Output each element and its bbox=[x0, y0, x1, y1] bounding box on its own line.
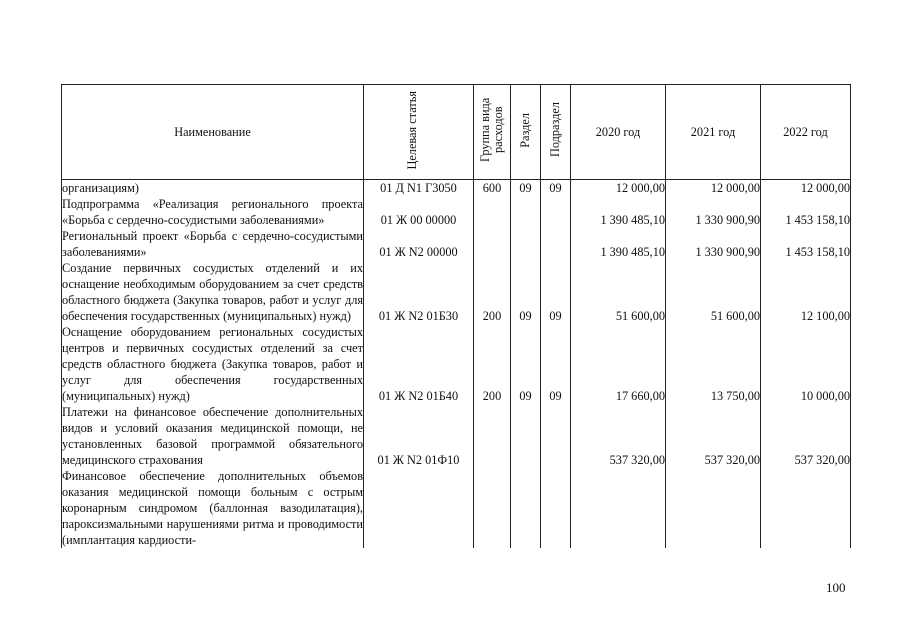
cell-2022: 537 320,00 bbox=[761, 404, 851, 468]
header-2022: 2022 год bbox=[761, 85, 851, 180]
table-row bbox=[62, 468, 851, 548]
cell-subsection: 09 bbox=[541, 180, 571, 197]
table-row bbox=[62, 324, 851, 404]
cell-subsection bbox=[541, 228, 571, 260]
table-row bbox=[62, 260, 851, 324]
cell-section: 09 bbox=[511, 260, 541, 324]
cell-2022: 10 000,00 bbox=[761, 324, 851, 404]
cell-subsection: 09 bbox=[541, 260, 571, 324]
cell-expense-group bbox=[474, 228, 511, 260]
cell-2020: 1 390 485,10 bbox=[571, 228, 666, 260]
cell-subsection bbox=[541, 196, 571, 228]
cell-target-article: 01 Ж N2 01Б40 bbox=[364, 324, 474, 404]
cell-section: 09 bbox=[511, 180, 541, 197]
cell-subsection bbox=[541, 468, 571, 548]
header-row bbox=[62, 85, 851, 180]
cell-name: Оснащение оборудованием региональных сосудистых центров и первичных сосудистых отделений за счет средств областного бюджета (Закупка товаров, работ и услуг для обеспечения государственных (муниципальных) нужд) bbox=[62, 325, 363, 403]
table-row bbox=[62, 196, 851, 228]
cell-2020: 17 660,00 bbox=[571, 324, 666, 404]
cell-target-article: 01 Ж 00 00000 bbox=[364, 196, 474, 228]
page-number: 100 bbox=[826, 580, 846, 595]
table-body bbox=[62, 180, 851, 549]
header-section: Раздел bbox=[511, 85, 541, 180]
cell-expense-group bbox=[474, 404, 511, 468]
cell-expense-group: 600 bbox=[474, 180, 511, 197]
cell-2022: 12 100,00 bbox=[761, 260, 851, 324]
cell-expense-group bbox=[474, 468, 511, 548]
cell-target-article: 01 Ж N2 01Б30 bbox=[364, 260, 474, 324]
cell-name: Региональный проект «Борьба с сердечно-сосудистыми заболеваниями» bbox=[62, 229, 363, 259]
budget-table bbox=[61, 84, 851, 548]
cell-2021: 12 000,00 bbox=[666, 180, 761, 197]
cell-2021: 537 320,00 bbox=[666, 404, 761, 468]
cell-subsection: 09 bbox=[541, 324, 571, 404]
cell-2022 bbox=[761, 468, 851, 548]
cell-2021 bbox=[666, 468, 761, 548]
cell-expense-group: 200 bbox=[474, 260, 511, 324]
cell-target-article: 01 Д N1 Г3050 bbox=[364, 180, 474, 197]
header-target-article: Целевая статья bbox=[364, 85, 474, 180]
cell-section bbox=[511, 404, 541, 468]
header-name: Наименование bbox=[62, 85, 364, 180]
cell-2022: 12 000,00 bbox=[761, 180, 851, 197]
cell-section: 09 bbox=[511, 324, 541, 404]
header-2020: 2020 год bbox=[571, 85, 666, 180]
cell-expense-group: 200 bbox=[474, 324, 511, 404]
table-row bbox=[62, 404, 851, 468]
cell-2021: 1 330 900,90 bbox=[666, 228, 761, 260]
cell-2020 bbox=[571, 468, 666, 548]
cell-name: организациям) bbox=[62, 180, 364, 197]
cell-target-article bbox=[364, 468, 474, 548]
cell-name: Финансовое обеспечение дополнительных объемов оказания медицинской помощи больным с острым коронарным синдромом (баллонная вазодилатация), пароксизмальными нарушениями ритма и проводимости (имплантация кардиости- bbox=[62, 469, 363, 547]
cell-subsection bbox=[541, 404, 571, 468]
cell-name: Подпрограмма «Реализация регионального проекта «Борьба с сердечно-сосудистыми заболеваниями» bbox=[62, 197, 363, 227]
cell-2021: 13 750,00 bbox=[666, 324, 761, 404]
header-subsection: Подраздел bbox=[541, 85, 571, 180]
header-expense-group: Группа вида расходов bbox=[474, 85, 511, 180]
cell-section bbox=[511, 196, 541, 228]
cell-section bbox=[511, 228, 541, 260]
cell-section bbox=[511, 468, 541, 548]
cell-2020: 1 390 485,10 bbox=[571, 196, 666, 228]
cell-2021: 1 330 900,90 bbox=[666, 196, 761, 228]
cell-2021: 51 600,00 bbox=[666, 260, 761, 324]
cell-name: Создание первичных сосудистых отделений и их оснащение необходимым оборудованием за счет средств областного бюджета (Закупка товаров, работ и услуг для обеспечения государственных (муниципальных) нужд) bbox=[62, 261, 363, 323]
header-2021: 2021 год bbox=[666, 85, 761, 180]
cell-2020: 51 600,00 bbox=[571, 260, 666, 324]
cell-target-article: 01 Ж N2 01Ф10 bbox=[364, 404, 474, 468]
cell-name: Платежи на финансовое обеспечение дополнительных видов и условий оказания медицинской помощи, не установленных базовой программой обязательного медицинского страхования bbox=[62, 405, 363, 467]
cell-expense-group bbox=[474, 196, 511, 228]
cell-2022: 1 453 158,10 bbox=[761, 196, 851, 228]
table-row bbox=[62, 180, 851, 197]
cell-2020: 12 000,00 bbox=[571, 180, 666, 197]
table-row bbox=[62, 228, 851, 260]
cell-target-article: 01 Ж N2 00000 bbox=[364, 228, 474, 260]
cell-2020: 537 320,00 bbox=[571, 404, 666, 468]
cell-2022: 1 453 158,10 bbox=[761, 228, 851, 260]
